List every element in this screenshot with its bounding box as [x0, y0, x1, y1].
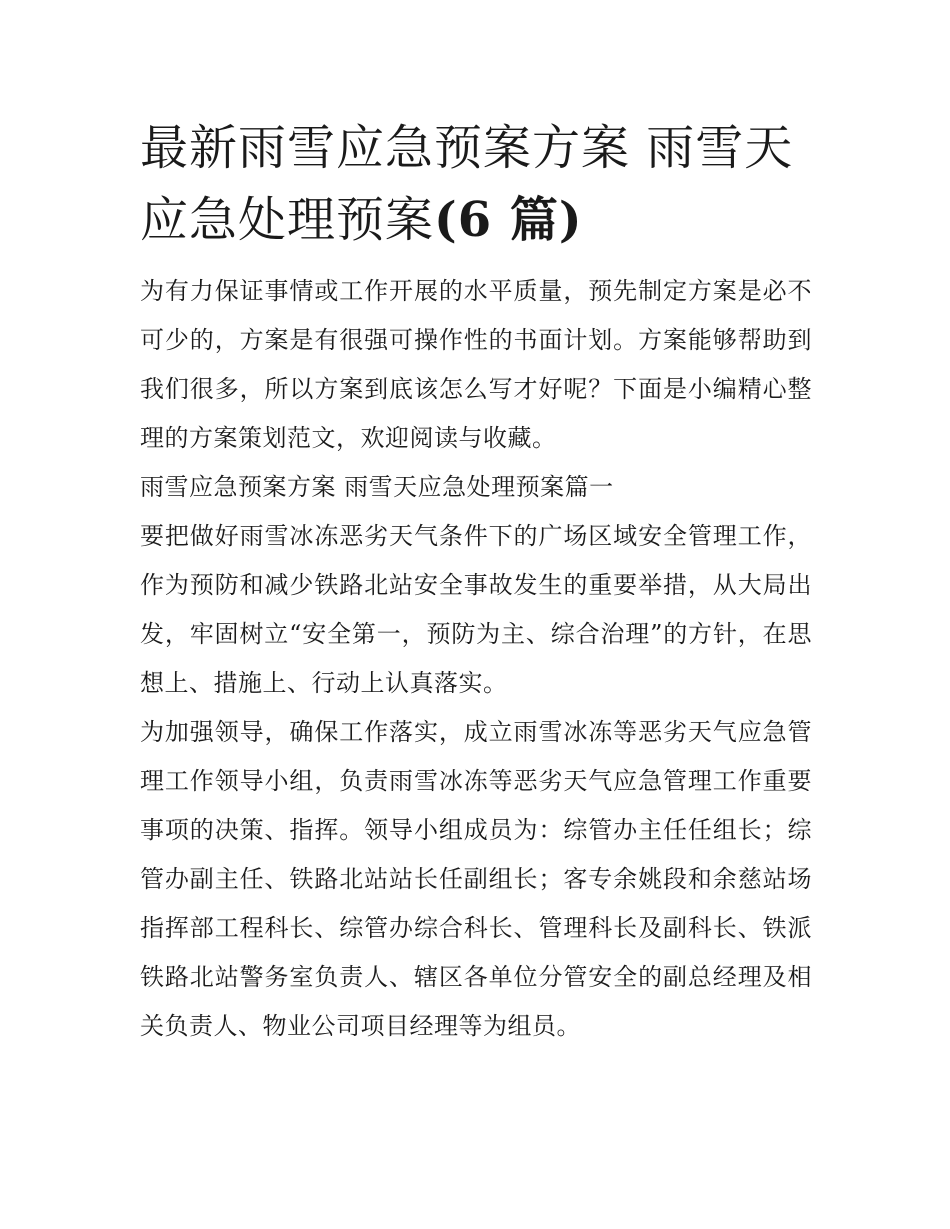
intro-paragraph: 为有力保证事情或工作开展的水平质量，预先制定方案是必不可少的，方案是有很强可操作性的书面计划。方案能够帮助到我们很多，所以方案到底该怎么写才好呢？下面是小编精心整理的方案策划范文，欢迎阅读与收藏。	[140, 277, 812, 452]
document-title	[140, 112, 812, 256]
section-heading: 雨雪应急预案方案 雨雪天应急处理预案篇一	[140, 473, 614, 501]
title-main-text: 最新雨雪应急预案方案 雨雪天应急处理预案	[140, 120, 794, 248]
body-paragraph-1: 要把做好雨雪冰冻恶劣天气条件下的广场区域安全管理工作，作为预防和减少铁路北站安全事故发生的重要举措，从大局出发，牢固树立“安全第一，预防为主、综合治理”的方针，在思想上、措施上、行动上认真落实。	[140, 522, 812, 697]
document-page	[140, 112, 812, 1051]
body-paragraph-2: 为加强领导，确保工作落实，成立雨雪冰冻等恶劣天气应急管理工作领导小组，负责雨雪冰冻等恶劣天气应急管理工作重要事项的决策、指挥。领导小组成员为：综管办主任任组长；综管办副主任、铁路北站站长任副组长；客专余姚段和余慈站场指挥部工程科长、综管办综合科长、管理科长及副科长、铁派铁路北站警务室负责人、辖区各单位分管安全的副总经理及相关负责人、物业公司项目经理等为组员。	[140, 718, 812, 1040]
title-suffix-text: (6 篇)	[434, 192, 583, 248]
